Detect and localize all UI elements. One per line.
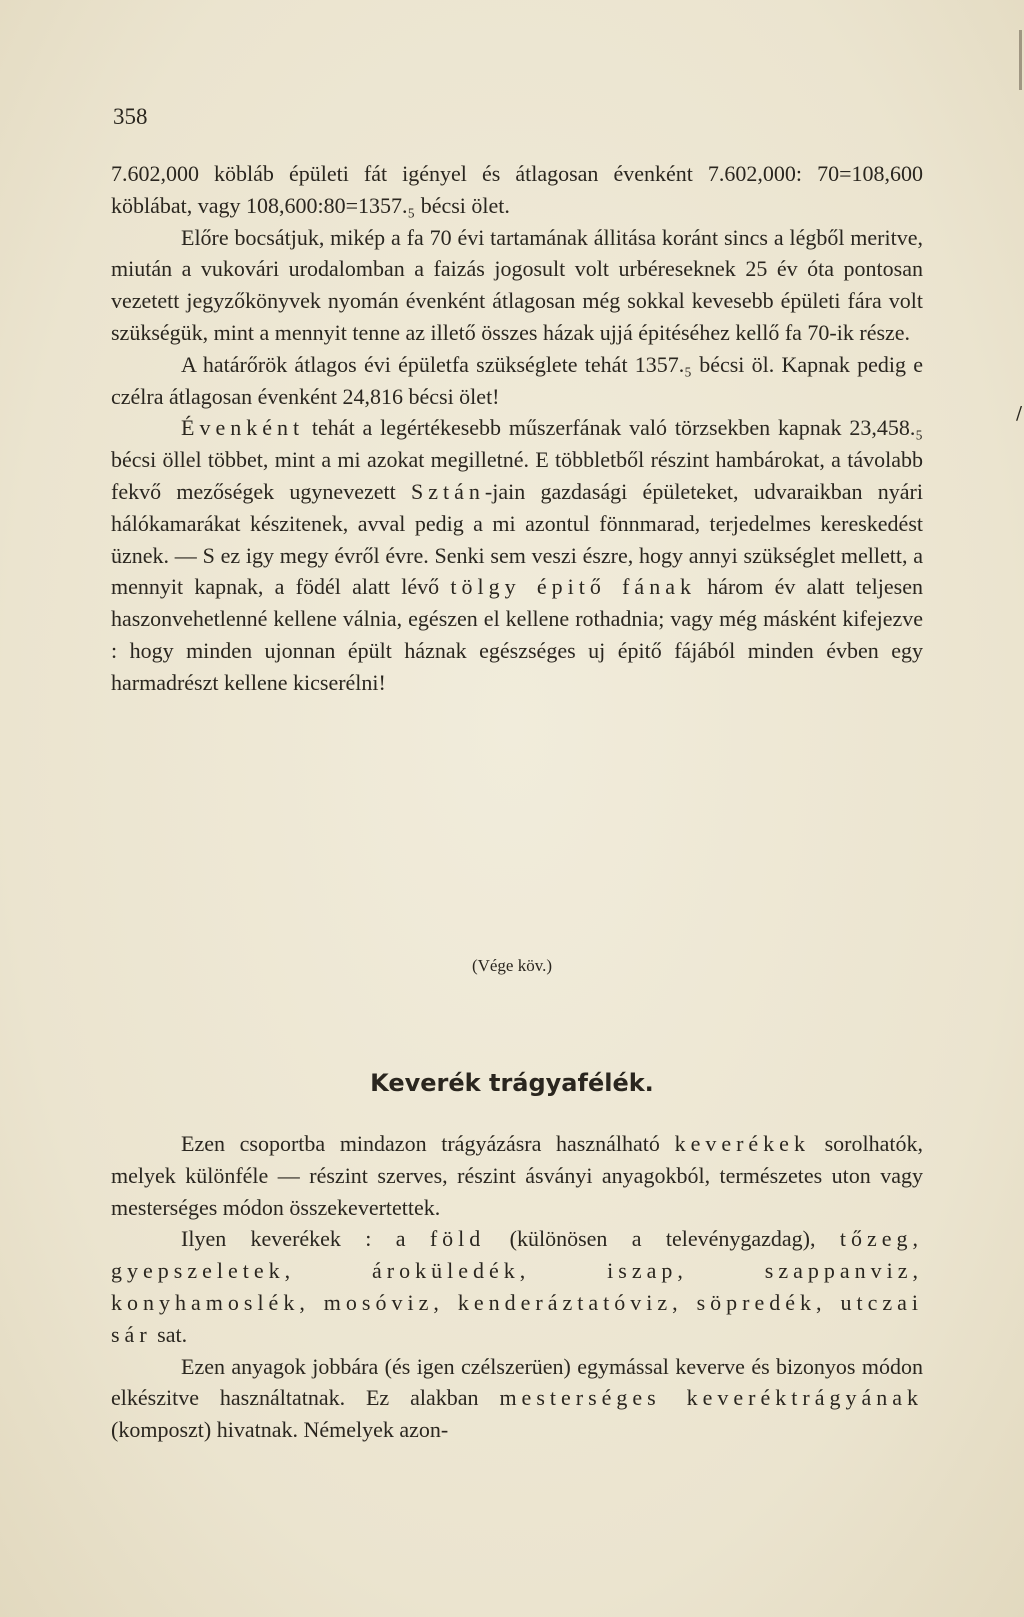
paragraph-1: 7.602,000 köbláb épületi fát igényel és átlagosan évenként 7.602,000: 70=108,600 köblábat, vagy 108,600:80=1357.₅ bécsi ölet. bbox=[111, 161, 923, 218]
paragraph-4-text-b: -jain gazdasági épületeket, udvaraikban nyári hálókamarákat készitenek, avval pedig a mi azontul fönnmarad, terjedelmes kereskedést üznek. — S ez igy megy évről évre. Senki sem veszi észre, hogy annyi szükséglet mellett, a mennyit kapnak, a födél alatt lévő bbox=[111, 478, 923, 600]
spaced-term: föld bbox=[429, 1226, 486, 1252]
paragraph-7-text-a: Ezen anyagok jobbára (és igen czélszerüen) egymással keverve és bizonyos módon elkészitve használtatnak. Ez alakban bbox=[111, 1353, 923, 1411]
paragraph-5-text-b: sorolhatók, melyek különféle — részint szerves, részint ásványi anyagokból, természetes uton vagy mesterséges módon összekevertettek. bbox=[111, 1131, 923, 1220]
paragraph-7-text-b: (komposzt) hivatnak. Némelyek azon- bbox=[111, 1417, 449, 1443]
paragraph-3: A határőrök átlagos évi épületfa szükséglete tehát 1357.₅ bécsi öl. Kapnak pedig e czélra átlagosan évenként 24,816 bécsi ölet! bbox=[111, 351, 923, 409]
section-heading: Keverék trágyafélék. bbox=[370, 1069, 654, 1097]
section-1-text bbox=[111, 158, 923, 699]
paragraph-6-text-b: (különösen a televénygazdag), bbox=[485, 1226, 840, 1252]
continuation-note: (Vége köv.) bbox=[471, 956, 553, 975]
spaced-term: tőzeg, gyepszeletek, ároküledék, iszap, szappanviz, konyhamoslék, mosóviz, kenderáztatóviz, söpredék, utczai sár bbox=[111, 1226, 923, 1347]
section-2-text bbox=[111, 1128, 923, 1446]
paragraph-5-text-a: Ezen csoportba mindazon trágyázásra használható bbox=[181, 1131, 675, 1156]
page-number: 358 bbox=[113, 104, 148, 129]
spaced-term: Évenként bbox=[181, 415, 305, 441]
paragraph-5 bbox=[111, 1128, 923, 1223]
spaced-term: tölgy épitő fának bbox=[450, 574, 696, 600]
paragraph-6-text-a: Ilyen keverékek : a bbox=[181, 1226, 430, 1252]
margin-mark: / bbox=[1016, 403, 1023, 424]
spaced-term: mesterséges keveréktrágyának bbox=[499, 1385, 923, 1411]
paragraph-4 bbox=[111, 412, 923, 698]
paragraph-6 bbox=[111, 1223, 923, 1350]
paragraph-6-text-c: sat. bbox=[151, 1321, 188, 1347]
spaced-term: keverékek bbox=[674, 1131, 810, 1156]
paragraph-4-text-a: tehát a legértékesebb műszerfának való törzsekben kapnak 23,458.₅ bécsi öllel többet, mint a mi azokat megilletné. E többletből részint hambárokat, a távolabb fekvő mezőségek ugynevezett bbox=[111, 415, 923, 504]
page-edge-mark bbox=[1019, 30, 1022, 90]
paragraph-7 bbox=[111, 1351, 923, 1446]
paragraph-2: Előre bocsátjuk, mikép a fa 70 évi tartamának állitása koránt sincs a légből meritve, miután a vukovári urodalomban a faizás jogosult volt urbéreseknek 25 év óta pontosan vezetett jegyzőkönyvek nyomán évenként átlagosan még sokkal kevesebb épületi fára volt szükségük, mint a mennyit tenne az illető összes házak ujjá épitéséhez kellő fa 70-ik része. bbox=[111, 224, 923, 345]
paragraph-4-text-c: három év alatt teljesen haszonvehetlenné kellene válnia, egészen el kellene rothadnia; vagy még másként kifejezve : hogy minden ujonnan épült háznak egészséges uj épitő fájából minden évben egy harmadrészt kellene kicserélni! bbox=[111, 574, 923, 695]
spaced-term: Sztán bbox=[411, 478, 485, 504]
